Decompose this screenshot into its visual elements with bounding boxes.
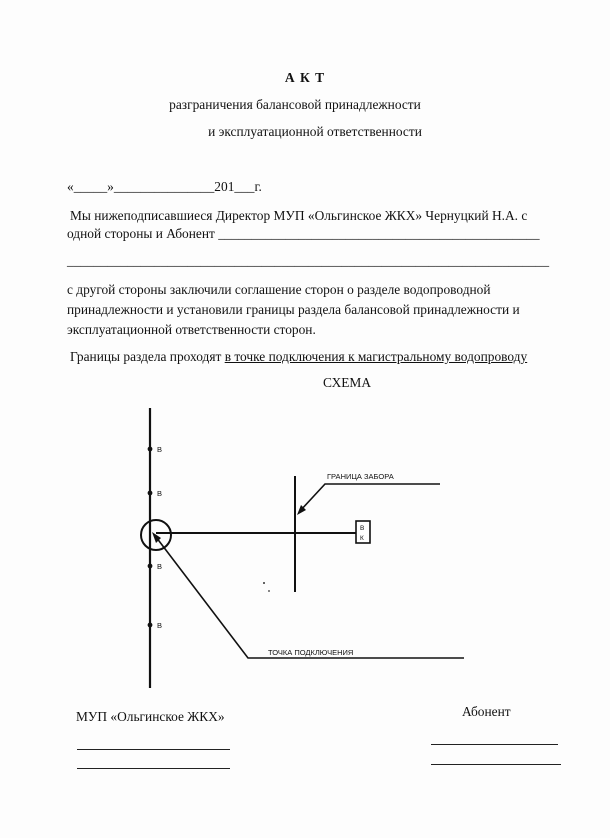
- right-signature-line-1: [431, 744, 558, 745]
- valve-1-label: В: [157, 445, 163, 454]
- valve-3-label: В: [157, 562, 163, 571]
- body-paragraph-1: с другой стороны заключили соглашение сторон о разделе водопроводной: [67, 282, 491, 297]
- body-paragraph-3: эксплуатационной ответственности сторон.: [67, 322, 316, 337]
- speck: [263, 582, 265, 584]
- right-signature-line-2: [431, 764, 561, 765]
- meter-box: [356, 521, 370, 543]
- body-line-3: ________________________________________________________________________: [67, 253, 550, 268]
- act-subtitle-1: разграничения балансовой принадлежности: [169, 97, 421, 112]
- body-line-1: Мы нижеподписавшиеся Директор МУП «Ольгинское ЖКХ» Чернуцкий Н.А. с: [70, 208, 528, 223]
- schema-title: СХЕМА: [323, 375, 372, 390]
- body-paragraph-2: принадлежности и установили границы раздела балансовой принадлежности и: [67, 302, 520, 317]
- left-party-label: МУП «Ольгинское ЖКХ»: [76, 709, 225, 724]
- valve-2-label: В: [157, 489, 163, 498]
- fence-label: ГРАНИЦА ЗАБОРА: [327, 472, 394, 481]
- act-subtitle-2: и эксплуатационной ответственности: [208, 124, 422, 139]
- fence-leader: [297, 484, 440, 515]
- connection-label: ТОЧКА ПОДКЛЮЧЕНИЯ: [268, 648, 354, 657]
- speck: [268, 590, 270, 592]
- date-line: «_____»_______________201___г.: [67, 179, 262, 194]
- left-signature-line-2: [77, 768, 230, 769]
- act-title: А К Т: [284, 70, 326, 85]
- right-party-label: Абонент: [462, 704, 511, 719]
- body-line-2: одной стороны и Абонент ________________________________________________: [67, 226, 540, 241]
- left-signature-line-1: [77, 749, 230, 750]
- boundary-prefix: Границы раздела проходят: [70, 349, 225, 364]
- meter-label-top: В: [360, 525, 365, 532]
- connection-leader: [152, 532, 464, 658]
- boundary-value: в точке подключения к магистральному водопроводу: [224, 349, 528, 364]
- meter-label-bottom: К: [360, 535, 364, 542]
- valve-4-label: В: [157, 621, 163, 630]
